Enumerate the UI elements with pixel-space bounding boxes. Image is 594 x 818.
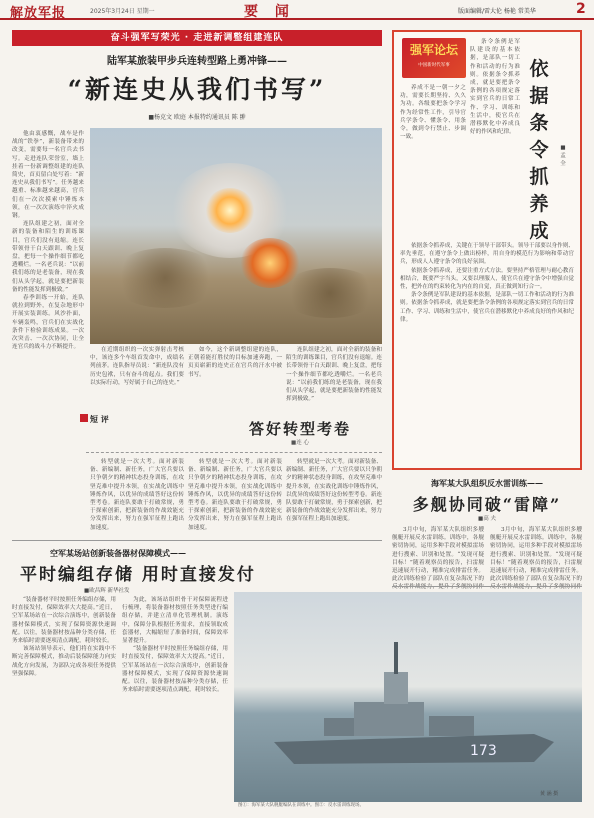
page-number: 2 <box>576 1 586 17</box>
comment-headline[interactable]: 答好转型考卷 <box>248 420 351 438</box>
navy-article-kicker: 海军某大队组织反水雷训练—— <box>431 478 543 488</box>
artillery-explosion-photo <box>90 128 382 344</box>
comment-text-col-3 <box>286 458 382 534</box>
comment-author: ■连 心 <box>291 440 309 446</box>
column-text-top <box>470 38 520 228</box>
feature-text-col-2 <box>90 346 184 412</box>
airforce-text-col-1 <box>12 596 116 806</box>
issue-date: 2025年3月24日 星期一 <box>90 8 155 15</box>
photo-caption: 图①：海军某大队舰艇编队在训练中。图②：反水雷训练现场。 <box>238 803 364 808</box>
comment-text-col-2 <box>188 458 282 534</box>
warship-illustration <box>234 592 582 802</box>
comment-paragraph: 转型就是一次大考。面对新装备、新编制、新任务，广大官兵要以只争朝夕的精神状态投身训练，在攻坚克难中提升本领，在实战化训练中锤炼作风，以优异的成绩答好这份转型考卷。新连队要敢于打破常规，勇于探索创新，把新装备的作战效能充分发挥出来，努力在强军征程上跑出加速度。 <box>90 459 184 531</box>
feature-paragraph: 如今，这个新调整组建的连队，正朝着能打胜仗的目标加速奔跑，一页页崭新的连史正在官兵的汗水中被书写。 <box>188 347 282 378</box>
navy-text-col-2 <box>490 526 582 591</box>
column-text-left <box>400 84 466 234</box>
feature-paragraph: 他由衷感慨，战车是作战的“铁拳”，新装备带来的改变，需要每一名官兵去书写。走进连队荣誉室，墙上挂着一份新调整组建的连队简史，首页留白处写着：“新连史从我们书写”。任务越来越重、标准越来越高，官兵们在一次次摸索中锤炼本领，在一次次演练中淬火成钢。 <box>12 131 84 220</box>
svg-text:173: 173 <box>470 743 497 759</box>
airforce-text-col-2 <box>122 596 228 806</box>
column-paragraph: 依据条令抓养成，还要注重方式方法。要坚持严格管理与耐心教育相结合，既要严字当头，又要以理服人，使官兵在遵守条令中增强自觉性，把外在的约束转化为内在的自觉，真正做到知行合一。 <box>400 267 574 291</box>
forum-column-box <box>392 30 582 470</box>
comment-tag-icon <box>80 414 88 422</box>
comment-divider <box>86 452 382 453</box>
column-paragraph: 依据条令抓养成，关键在于领导干部带头。领导干部要以身作则、率先垂范，在遵守条令上做出榜样，用自身的模范行为影响和带动官兵，形成人人遵守条令的良好氛围。 <box>400 243 574 266</box>
navy-text-col-1 <box>392 526 484 591</box>
masthead <box>0 0 594 20</box>
section-divider <box>12 540 382 541</box>
comment-tag: 短 评 <box>90 414 109 424</box>
navy-article-byline: ■高 夫 <box>478 516 496 522</box>
airforce-paragraph: 为此，该场站组织骨干对保障流程进行梳理，将装备器材按照任务类型进行编组存储，并建立清单化管理机制。演练中，保障分队根据任务需求，直接领取成套器材，大幅缩短了准备时间，保障效率显著提升。 <box>122 597 228 645</box>
column-headline[interactable]: 依据条令抓养成 <box>529 58 549 242</box>
feature-paragraph: 春季训练一开始，连队就拉到野外，在复杂地形中开展实装训练。风沙扑面，车辆轰鸣，官兵们在实战化条件下检验训练成果。一次次突击、一次次协同，让全连官兵的战斗力不断提升。 <box>12 295 84 351</box>
airforce-article-headline[interactable]: 平时编组存储 用时直接发付 <box>20 565 256 585</box>
section-title: 要 闻 <box>244 4 295 20</box>
airforce-paragraph: “装备器材平时按照任务编组存储，用时直接发付，保障效率大大提高。”近日，空军某场站在一次综合演练中，创新装备器材保障模式，实现了保障资源快速调配。以往，装备器材按品种分类存储，任务来临时需要逐项清点调配，耗时较长。 <box>12 597 116 645</box>
page-editors: 版面编辑/雷大伦 杨艳 常美华 <box>458 8 536 15</box>
feature-text-col-1 <box>12 130 84 412</box>
forum-column-logo <box>402 38 466 78</box>
column-paragraph: 条令条例是军队建设的基本依据，是部队一切工作和活动的行为准则。依据条令抓养成，就是要把条令条例的各项规定落实到官兵的日常工作、学习、训练和生活中，使官兵在潜移默化中养成良好的作风和纪律。 <box>470 39 520 136</box>
column-paragraph: 条令条例是军队建设的基本依据，是部队一切工作和活动的行为准则。依据条令抓养成，就是要把条令条例的各项规定落实到官兵的日常工作、学习、训练和生活中，使官兵在潜移默化中养成良好的作风和纪律。 <box>400 292 574 323</box>
feature-text-col-4 <box>286 346 382 412</box>
airforce-article-kicker: 空军某场站创新装备器材保障模式—— <box>50 548 186 558</box>
feature-text-col-3 <box>188 346 282 412</box>
feature-byline: ■杨克文 欧庭 本报特约通讯员 陈 翀 <box>148 114 246 121</box>
forum-column-subtitle: 中国新时代军事 <box>418 63 450 68</box>
feature-headline[interactable]: “新连史从我们书写” <box>67 75 327 104</box>
column-author: ■孟全 <box>560 145 566 167</box>
airforce-article-byline: ■欧昌辉 新华社发 <box>84 588 130 594</box>
feature-kicker: 陆军某旅装甲步兵连转型路上勇冲锋—— <box>107 56 287 67</box>
column-text-bottom <box>400 242 574 462</box>
feature-paragraph: 连队组建之初，面对全新的装备和陌生的训练课目，官兵们没有退缩。连长带领骨干白天跟训、晚上复盘，把每一个操作细节都吃透嚼烂。一名老兵说：“以前我们练的是老装备，现在我们从头学起，就是要把新装备的性能发挥到极致。” <box>286 347 382 403</box>
warship-photo <box>234 592 582 802</box>
newspaper-logo: 解放军报 <box>10 6 67 21</box>
series-banner: 奋斗强军写荣光 · 走进新调整组建连队 <box>12 30 382 46</box>
comment-paragraph: 转型就是一次大考。面对新装备、新编制、新任务，广大官兵要以只争朝夕的精神状态投身训练，在攻坚克难中提升本领，在实战化训练中锤炼作风，以优异的成绩答好这份转型考卷。新连队要敢于打破常规，勇于探索创新，把新装备的作战效能充分发挥出来，努力在强军征程上跑出加速度。 <box>188 459 282 531</box>
navy-paragraph: 3月中旬，海军某大队组织多艘舰艇开展反水雷训练。训练中，各舰密切协同，运用多种手段对模拟雷场进行搜索、识别和处置。“发现可疑目标！”随着观察员的报告，扫雷舰迅速展开行动，精准完成排雷任务。此次训练检验了部队在复杂海况下的反水雷作战能力，提升了多舰协同作 <box>490 527 582 591</box>
comment-text-col-1 <box>90 458 184 534</box>
airforce-paragraph: “装备器材平时按照任务编组存储，用时直接发付，保障效率大大提高。”近日，空军某场站在一次综合演练中，创新装备器材保障模式，实现了保障资源快速调配。以往，装备器材按品种分类存储，任务来临时需要逐项清点调配，耗时较长。 <box>122 646 228 694</box>
feature-paragraph: 在近期组织的一次实弹射击考核中，该连多个车组首发命中，成绩名列前茅。连队指导员说：“新连队没有历史包袱，只有奋斗的起点。我们要以实际行动，写好属于自己的连史。” <box>90 347 184 386</box>
comment-paragraph: 转型就是一次大考。面对新装备、新编制、新任务，广大官兵要以只争朝夕的精神状态投身训练，在攻坚克难中提升本领，在实战化训练中锤炼作风，以优异的成绩答好这份转型考卷。新连队要敢于打破常规，勇于探索创新，把新装备的作战效能充分发挥出来，努力在强军征程上跑出加速度。 <box>286 459 382 523</box>
navy-article-headline[interactable]: 多舰协同破“雷障” <box>412 495 562 514</box>
airforce-paragraph: 该场站领导表示，他们将在实践中不断完善保障模式，推动后装保障能力向实战化方向发展，为部队完成各项任务提供坚强保障。 <box>12 646 116 677</box>
column-paragraph: 养成不是一朝一夕之功，需要长期坚持、久久为功。各级要把条令学习作为经常性工作，引导官兵学条令、懂条令、用条令，做到令行禁止、步调一致。 <box>400 85 466 141</box>
section-divider <box>392 586 582 587</box>
feature-paragraph: 连队组建之初，面对全新的装备和陌生的训练课目，官兵们没有退缩。连长带领骨干白天跟训、晚上复盘，把每一个操作细节都吃透嚼烂。一名老兵说：“以前我们练的是老装备，现在我们从头学起，就是要把新装备的性能发挥到极致。” <box>12 221 84 293</box>
forum-column-name: 强军论坛 <box>409 43 458 57</box>
navy-paragraph: 3月中旬，海军某大队组织多艘舰艇开展反水雷训练。训练中，各舰密切协同，运用多种手段对模拟雷场进行搜索、识别和处置。“发现可疑目标！”随着观察员的报告，扫雷舰迅速展开行动，精准完成排雷任务。此次训练检验了部队在复杂海况下的反水雷作战能力，提升了多舰协同作 <box>392 527 484 591</box>
photo-credit: 黄 涵 摄 <box>540 791 559 797</box>
